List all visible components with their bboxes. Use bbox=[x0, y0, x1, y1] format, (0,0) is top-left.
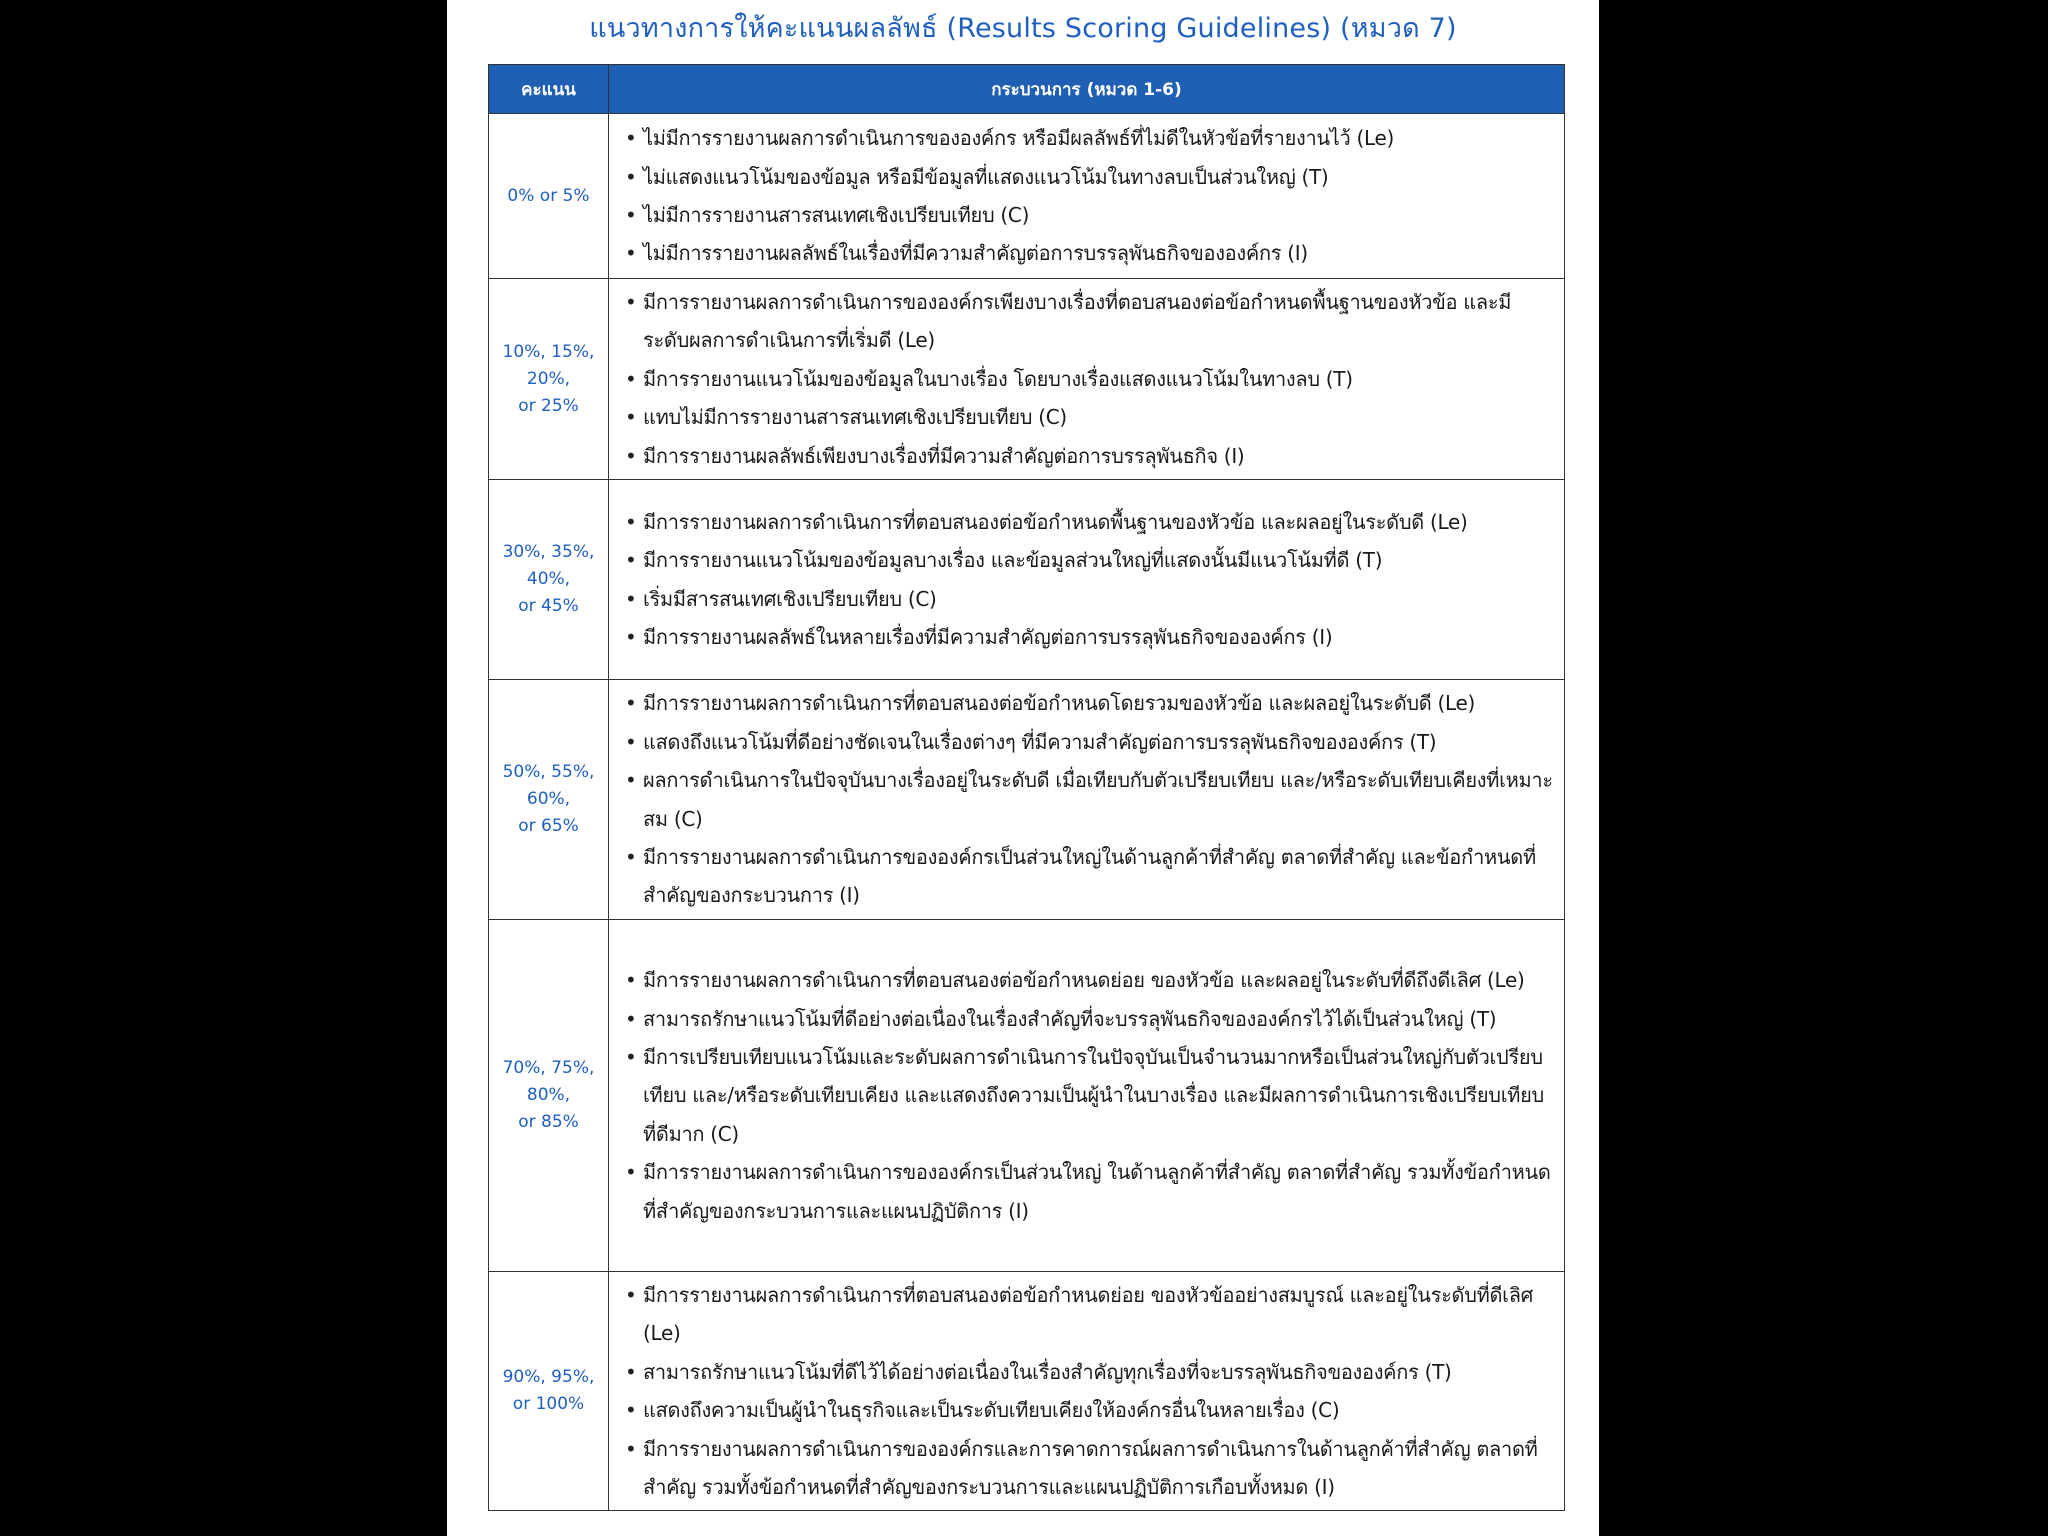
criteria-cell bbox=[609, 1272, 1565, 1511]
criteria-cell bbox=[609, 680, 1565, 920]
criteria-cell bbox=[609, 920, 1565, 1272]
score-text: or 100% bbox=[512, 1394, 585, 1415]
score-text: 20%, bbox=[526, 368, 571, 389]
score-cell bbox=[489, 279, 609, 480]
score-text: 80%, bbox=[526, 1085, 571, 1106]
score-text: 70%, 75%, bbox=[502, 1058, 595, 1079]
page-title: แนวทางการให้คะแนนผลลัพธ์ (Results Scoring Guidelines) (หมวด 7) bbox=[589, 13, 1457, 44]
list-item: • แสดงถึงแนวโน้มที่ดีอย่างชัดเจนในเรื่องต่างๆ ที่มีความสำคัญต่อการบรรลุพันธกิจขององค์กร (T) bbox=[623, 723, 1554, 761]
list-item: • ผลการดำเนินการในปัจจุบันบางเรื่องอยู่ในระดับดี เมื่อเทียบกับตัวเปรียบเทียบ และ/หรือระดับเทียบเคียงที่เหมาะสม (C) bbox=[623, 761, 1554, 838]
list-item: • มีการรายงานผลการดำเนินการที่ตอบสนองต่อข้อกำหนดโดยรวมของหัวข้อ และผลอยู่ในระดับดี (Le) bbox=[623, 684, 1554, 722]
score-text: or 45% bbox=[518, 596, 579, 617]
score-text: or 65% bbox=[518, 816, 579, 837]
score-text: 90%, 95%, bbox=[502, 1367, 595, 1388]
score-text: 40%, bbox=[526, 569, 571, 590]
score-cell bbox=[489, 1272, 609, 1511]
score-column-header: คะแนน bbox=[489, 65, 609, 114]
list-item: • แสดงถึงความเป็นผู้นำในธุรกิจและเป็นระดับเทียบเคียงให้องค์กรอื่นในหลายเรื่อง (C) bbox=[623, 1391, 1554, 1429]
score-text: or 85% bbox=[518, 1112, 579, 1133]
document-page bbox=[447, 0, 1599, 1536]
criteria-cell bbox=[609, 279, 1565, 480]
score-text: 10%, 15%, bbox=[502, 341, 595, 362]
list-item: • มีการรายงานผลลัพธ์เพียงบางเรื่องที่มีความสำคัญต่อการบรรลุพันธกิจ (I) bbox=[623, 437, 1554, 475]
list-item: • มีการรายงานแนวโน้มของข้อมูลบางเรื่อง และข้อมูลส่วนใหญ่ที่แสดงนั้นมีแนวโน้มที่ดี (T) bbox=[623, 541, 1554, 579]
scoring-table bbox=[488, 64, 1565, 1511]
list-item: • มีการรายงานผลการดำเนินการขององค์กรและการคาดการณ์ผลการดำเนินการในด้านลูกค้าที่สำคัญ ตลาดที่สำคัญ รวมทั้งข้อกำหนดที่สำคัญของกระบวนการและแผนปฏิบัติการเกือบทั้งหมด (I) bbox=[623, 1430, 1554, 1507]
criteria-cell bbox=[609, 480, 1565, 680]
score-cell bbox=[489, 920, 609, 1272]
list-item: • ไม่มีการรายงานผลการดำเนินการขององค์กร หรือมีผลลัพธ์ที่ไม่ดีในหัวข้อที่รายงานไว้ (Le) bbox=[623, 119, 1554, 157]
list-item: • ไม่มีการรายงานผลลัพธ์ในเรื่องที่มีความสำคัญต่อการบรรลุพันธกิจขององค์กร (I) bbox=[623, 234, 1554, 272]
score-text: 60%, bbox=[526, 789, 571, 810]
list-item: • ไม่มีการรายงานสารสนเทศเชิงเปรียบเทียบ (C) bbox=[623, 196, 1554, 234]
table-header-row bbox=[489, 65, 1565, 114]
score-text: 0% or 5% bbox=[507, 185, 590, 206]
list-item: • ไม่แสดงแนวโน้มของข้อมูล หรือมีข้อมูลที่แสดงแนวโน้มในทางลบเป็นส่วนใหญ่ (T) bbox=[623, 158, 1554, 196]
list-item: • มีการรายงานแนวโน้มของข้อมูลในบางเรื่อง โดยบางเรื่องแสดงแนวโน้มในทางลบ (T) bbox=[623, 360, 1554, 398]
list-item: • มีการรายงานผลลัพธ์ในหลายเรื่องที่มีความสำคัญต่อการบรรลุพันธกิจขององค์กร (I) bbox=[623, 618, 1554, 656]
list-item: • มีการรายงานผลการดำเนินการขององค์กรเป็นส่วนใหญ่ ในด้านลูกค้าที่สำคัญ ตลาดที่สำคัญ รวมทั้งข้อกำหนดที่สำคัญของกระบวนการและแผนปฏิบัติการ (I) bbox=[623, 1153, 1554, 1230]
list-item: • มีการรายงานผลการดำเนินการที่ตอบสนองต่อข้อกำหนดพื้นฐานของหัวข้อ และผลอยู่ในระดับดี (Le) bbox=[623, 503, 1554, 541]
table-row bbox=[489, 114, 1565, 279]
score-cell bbox=[489, 680, 609, 920]
table-row bbox=[489, 920, 1565, 1272]
list-item: • มีการรายงานผลการดำเนินการขององค์กรเพียงบางเรื่องที่ตอบสนองต่อข้อกำหนดพื้นฐานของหัวข้อ และมีระดับผลการดำเนินการที่เริ่มดี (Le) bbox=[623, 283, 1554, 360]
list-item: • สามารถรักษาแนวโน้มที่ดีไว้ได้อย่างต่อเนื่องในเรื่องสำคัญทุกเรื่องที่จะบรรลุพันธกิจขององค์กร (T) bbox=[623, 1353, 1554, 1391]
score-cell bbox=[489, 114, 609, 279]
list-item: • แทบไม่มีการรายงานสารสนเทศเชิงเปรียบเทียบ (C) bbox=[623, 398, 1554, 436]
table-row bbox=[489, 480, 1565, 680]
list-item: • มีการเปรียบเทียบแนวโน้มและระดับผลการดำเนินการในปัจจุบันเป็นจำนวนมากหรือเป็นส่วนใหญ่กับตัวเปรียบเทียบ และ/หรือระดับเทียบเคียง และแสดงถึงความเป็นผู้นำในบางเรื่อง และมีผลการดำเนินการเชิงเปรียบเทียบที่ดีมาก (C) bbox=[623, 1038, 1554, 1153]
table-row bbox=[489, 680, 1565, 920]
list-item: • สามารถรักษาแนวโน้มที่ดีอย่างต่อเนื่องในเรื่องสำคัญที่จะบรรลุพันธกิจขององค์กรไว้ได้เป็นส่วนใหญ่ (T) bbox=[623, 1000, 1554, 1038]
score-text: 30%, 35%, bbox=[502, 542, 595, 563]
score-text: or 25% bbox=[518, 395, 579, 416]
list-item: • เริ่มมีสารสนเทศเชิงเปรียบเทียบ (C) bbox=[623, 580, 1554, 618]
criteria-cell bbox=[609, 114, 1565, 279]
list-item: • มีการรายงานผลการดำเนินการที่ตอบสนองต่อข้อกำหนดย่อย ของหัวข้อ และผลอยู่ในระดับที่ดีถึงดีเลิศ (Le) bbox=[623, 961, 1554, 999]
table-row bbox=[489, 1272, 1565, 1511]
criteria-column-header: กระบวนการ (หมวด 1-6) bbox=[609, 65, 1565, 114]
score-cell bbox=[489, 480, 609, 680]
list-item: • มีการรายงานผลการดำเนินการขององค์กรเป็นส่วนใหญ่ในด้านลูกค้าที่สำคัญ ตลาดที่สำคัญ และข้อกำหนดที่สำคัญของกระบวนการ (I) bbox=[623, 838, 1554, 915]
score-text: 50%, 55%, bbox=[502, 762, 595, 783]
table-row bbox=[489, 279, 1565, 480]
list-item: • มีการรายงานผลการดำเนินการที่ตอบสนองต่อข้อกำหนดย่อย ของหัวข้ออย่างสมบูรณ์ และอยู่ในระดับที่ดีเลิศ (Le) bbox=[623, 1276, 1554, 1353]
